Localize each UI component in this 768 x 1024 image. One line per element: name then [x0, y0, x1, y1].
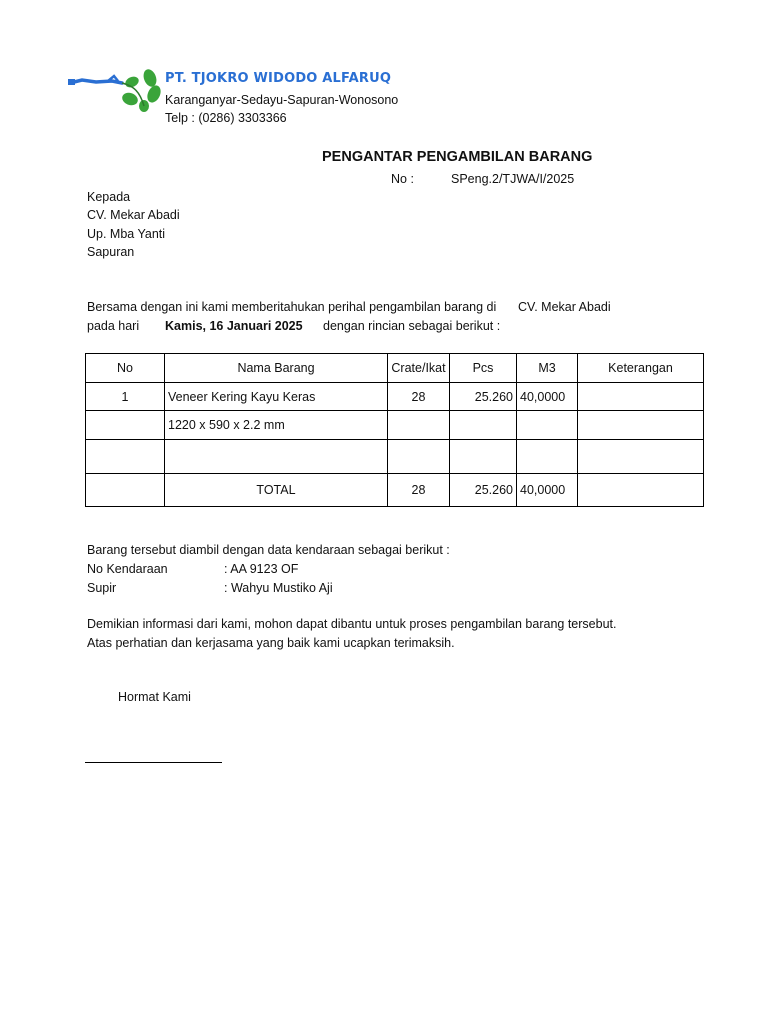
company-address: Karanganyar-Sedayu-Sapuran-Wonosono — [165, 93, 399, 107]
cell-pcs — [450, 440, 517, 474]
signature-line — [85, 762, 222, 763]
cell-m3 — [517, 411, 578, 440]
cell-notes — [578, 440, 704, 474]
cell-m3 — [517, 440, 578, 474]
total-no — [86, 474, 165, 507]
intro-text: Bersama dengan ini kami memberitahukan perihal pengambilan barang di — [87, 300, 497, 314]
cell-no — [86, 411, 165, 440]
header-pcs: Pcs — [450, 354, 517, 383]
total-crate: 28 — [388, 474, 450, 507]
cell-item-name: 1220 x 590 x 2.2 mm — [165, 411, 388, 440]
cell-m3: 40,0000 — [517, 383, 578, 411]
vehicle-intro: Barang tersebut diambil dengan data kendaraan sebagai berikut : — [87, 543, 450, 557]
total-notes — [578, 474, 704, 507]
intro-day-prefix: pada hari — [87, 319, 140, 333]
document-number-label: No : — [391, 172, 414, 186]
recipient-company: CV. Mekar Abadi — [87, 208, 180, 222]
cell-crate — [388, 440, 450, 474]
signature-label: Hormat Kami — [118, 690, 191, 704]
cell-pcs — [450, 411, 517, 440]
header-item-name: Nama Barang — [165, 354, 388, 383]
closing-thanks: Atas perhatian dan kerjasama yang baik kami ucapkan terimaksih. — [87, 636, 455, 650]
company-name: PT. TJOKRO WIDODO ALFARUQ — [165, 71, 392, 86]
company-logo — [68, 66, 168, 112]
plate-value: : AA 9123 OF — [224, 562, 299, 576]
header-m3: M3 — [517, 354, 578, 383]
pickup-date: Kamis, 16 Januari 2025 — [165, 319, 303, 333]
cell-notes — [578, 411, 704, 440]
header-crate: Crate/Ikat — [388, 354, 450, 383]
document-number: SPeng.2/TJWA/I/2025 — [451, 172, 575, 186]
cell-item-name — [165, 440, 388, 474]
recipient-line: Kepada — [87, 190, 131, 204]
plate-label: No Kendaraan — [87, 562, 168, 576]
cell-no: 1 — [86, 383, 165, 411]
document-title: PENGANTAR PENGAMBILAN BARANG — [322, 149, 593, 165]
driver-label: Supir — [87, 581, 117, 595]
driver-value: : Wahyu Mustiko Aji — [224, 581, 333, 595]
table-total-row — [86, 474, 704, 507]
header-notes: Keterangan — [578, 354, 704, 383]
total-label: TOTAL — [165, 474, 388, 507]
table-row — [86, 411, 704, 440]
cell-crate: 28 — [388, 383, 450, 411]
items-table — [85, 353, 704, 507]
cell-item-name: Veneer Kering Kayu Keras — [165, 383, 388, 411]
cell-notes — [578, 383, 704, 411]
total-pcs: 25.260 — [450, 474, 517, 507]
intro-suffix: dengan rincian sebagai berikut : — [323, 319, 501, 333]
header-no: No — [86, 354, 165, 383]
total-m3: 40,0000 — [517, 474, 578, 507]
recipient-city: Sapuran — [87, 245, 135, 259]
table-row — [86, 383, 704, 411]
table-row — [86, 440, 704, 474]
cell-pcs: 25.260 — [450, 383, 517, 411]
recipient-attention: Up. Mba Yanti — [87, 227, 166, 241]
closing-line: Demikian informasi dari kami, mohon dapat dibantu untuk proses pengambilan barang tersebut. — [87, 617, 617, 631]
cell-no — [86, 440, 165, 474]
intro-company: CV. Mekar Abadi — [518, 300, 611, 314]
cell-crate — [388, 411, 450, 440]
company-phone: Telp : (0286) 3303366 — [165, 111, 287, 125]
table-header-row — [86, 354, 704, 383]
